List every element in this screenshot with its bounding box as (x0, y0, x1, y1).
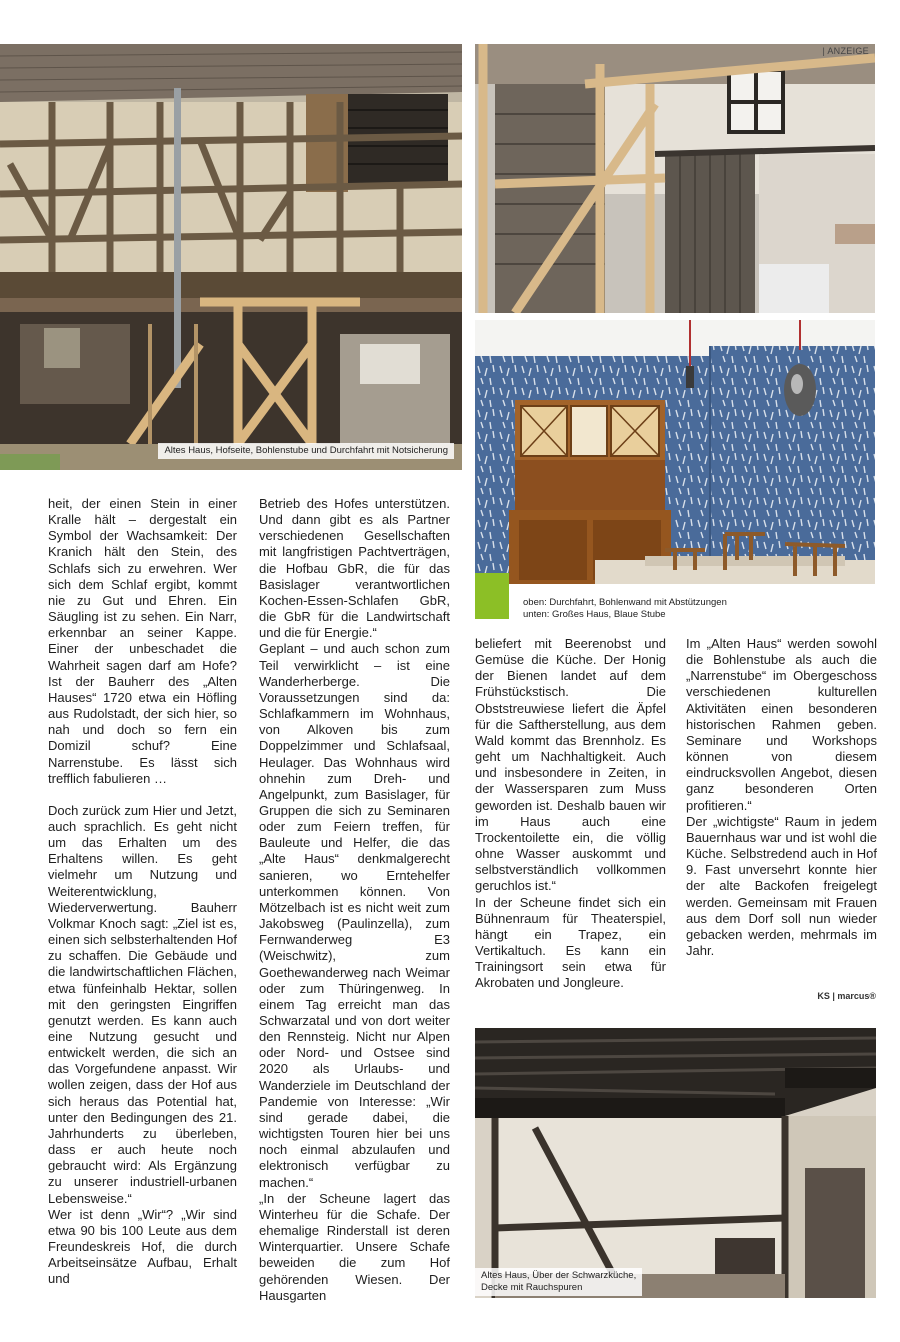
author-signature: KS | marcus® (817, 991, 876, 1001)
col2-paragraph-2: Geplant – und auch schon zum Teil verwirklicht – ist eine Wanderherberge. Die Voraussetzungen sind da: Schlafkammern im Wohnhaus, von Alkoven bis zum Doppelzimmer und Schlafsaal, Heulager. Das Wohnhaus wird ohnehin zum Dreh- und Angelpunkt, zum Basislager, für Gruppen die sich zu Seminaren oder zum Feiern treffen, für Bauleute und Helfer, die das „Alte Haus“ denkmalgerecht sanieren, wo Erntehelfer unterkommen können. Von Mötzelbach ist es nicht weit zum Jakobsweg (Paulinzella), zum Fernwanderweg E3 (Weischwitz), zum Goethewanderweg nach Weimar oder zum Thüringenweg. In einem Tag erreicht man das Schwarzatal und von dort weiter den Rennsteig. Nicht nur Alpen oder Nord- und Ostsee sind 2020 als Urlaubs- und Wanderziele im Deutschland der Pandemie von Interesse: „Wir sind gerade dabei, die wichtigsten Touren hier bei uns noch einmal abzulaufen und elektronisch verfügbar zu machen.“ (259, 641, 450, 1190)
accent-block (475, 573, 509, 619)
col4-paragraph-1: Im „Alten Haus“ werden sowohl die Bohlenstube als auch die „Narrenstube“ im Obergeschoss verschiedenen kulturellen Aktivitäten einen besonderen historischen Rahmen geben. Seminare und Workshops können von diesem eindrucksvollen Angebot, diesen ganz besonderen Orten profitieren.“ (686, 636, 877, 813)
caption-right-line1: oben: Durchfahrt, Bohlenwand mit Abstützungen (523, 597, 727, 608)
col1-paragraph-3: Wer ist denn „Wir“? „Wir sind etwa 90 bis 100 Leute aus dem Freundeskreis Hof, die durch Arbeitseinsätze Aufbau, Erhalt und (48, 1206, 237, 1287)
text-column-2 (259, 496, 450, 1304)
caption-right-line2: unten: Großes Haus, Blaue Stube (523, 609, 666, 620)
text-column-3 (475, 636, 666, 991)
col1-paragraph-1: heit, der einen Stein in einer Kralle hält – dergestalt ein Symbol der Wachsamkeit: Der Kranich hält den Stein, des Schlafs sich zu erwehren. Wer sich dem Schlaf ergibt, kommt nie zu Gut und Ehren. Ein Säugling ist zu sehen. Ein Narr, erkennbar an seiner Kappe. Einer der unbeschadet die Wahrheit sagen darf am Hofe? Ist der Bauherr des „Alten Hauses“ 1720 etwa ein Höfling aus Rudolstadt, der sich hier, so nah und doch so fern ein Domizil schuf? Eine Narrenstube. Es lässt sich trefflich fabulieren … (48, 496, 237, 786)
col3-paragraph-2: In der Scheune findet sich ein Bühnenraum für Theaterspiel, hängt ein Trapez, ein Vertikaltuch. Es kann ein Trainingsort sein etwa für Akrobaten und Jongleure. (475, 894, 666, 991)
caption-courtyard-facade: Altes Haus, Hofseite, Bohlenstube und Durchfahrt mit Notsicherung (164, 445, 448, 456)
col2-paragraph-1: Betrieb des Hofes unterstützen. Und dann gibt es als Partner verschiedenen Gesellschaften mit langfristigen Pachtverträgen, die Hofbau GbR, die für das Basislager verantwortlichen Kochen-Essen-Schlafen GbR, die GbR für die Landwirtschaft und die für Energie.“ (259, 496, 450, 641)
caption-smoke-ceiling (475, 1268, 642, 1296)
text-column-4 (686, 636, 877, 959)
col2-paragraph-3: „In der Scheune lagert das Winterheu für die Schafe. Der ehemalige Rinderstall ist deren Winterquartier. Unsere Schafe beweiden die zum Hof gehörenden Wiesen. Der Hausgarten (259, 1190, 450, 1303)
col4-paragraph-2: Der „wichtigste“ Raum in jedem Bauernhaus war und ist wohl die Küche. Selbstredend auch in Hof 9. Fast unversehrt konnte hier der alte Backofen freigelegt werden. Gemeinsam mit Frauen aus dem Dorf soll nun wieder gebacken werden, mehrmals im Jahr. (686, 813, 877, 958)
photo-barn-passage (475, 44, 875, 313)
photo-smoke-ceiling (475, 1028, 876, 1298)
photo-courtyard-facade (0, 44, 462, 470)
caption-bottom-line2: Decke mit Rauchspuren (481, 1282, 583, 1293)
caption-bottom-line1: Altes Haus, Über der Schwarzküche, (481, 1270, 637, 1281)
text-column-1 (48, 496, 237, 1288)
col1-paragraph-2: Doch zurück zum Hier und Jetzt, auch sprachlich. Es geht nicht um das Erhalten um des Erhaltens willen. Es geht vielmehr um Nutzung und Weiterentwicklung, Wiederverwertung. Bauherr Volkmar Knoch sagt: „Ziel ist es, einen sich selbsterhaltenden Hof zu schaffen. Die Gebäude und die landwirtschaftlichen Flächen, etwa fünfeinhalb Hektar, sollen mit den geringsten Eingriffen genutzt werden. Es kann auch eine Nutzung gesucht und entwickelt werden, die sich an das Vorgefundene anpasst. Wir wollen zeigen, dass der Hof aus sich heraus das Potential hat, unter den Bedingungen des 21. Jahrhunderts zu überleben, dass er auch heute noch gebraucht wird: Als Ergänzung zu unserer industriell-urbanen Lebensweise.“ (48, 802, 237, 1206)
caption-right-photos (523, 597, 883, 621)
col3-paragraph-1: beliefert mit Beerenobst und Gemüse die Küche. Der Honig der Bienen landet auf dem Frühstückstisch. Die Obststreuwiese liefert die Äpfel für die Saftherstellung, aus dem Wald kommt das Brennholz. Es geht um Nachhaltigkeit. Auch und insbesondere in Zeiten, in der Wassersparen zum Muss geworden ist. Deshalb bauen wir im Haus auch eine Trockentoilette ein, die völlig ohne Wasser auskommt und selbstverständlich vollkommen geruchlos ist.“ (475, 636, 666, 894)
photo-blue-room (475, 320, 875, 584)
anzeige-label: | ANZEIGE (822, 46, 869, 56)
